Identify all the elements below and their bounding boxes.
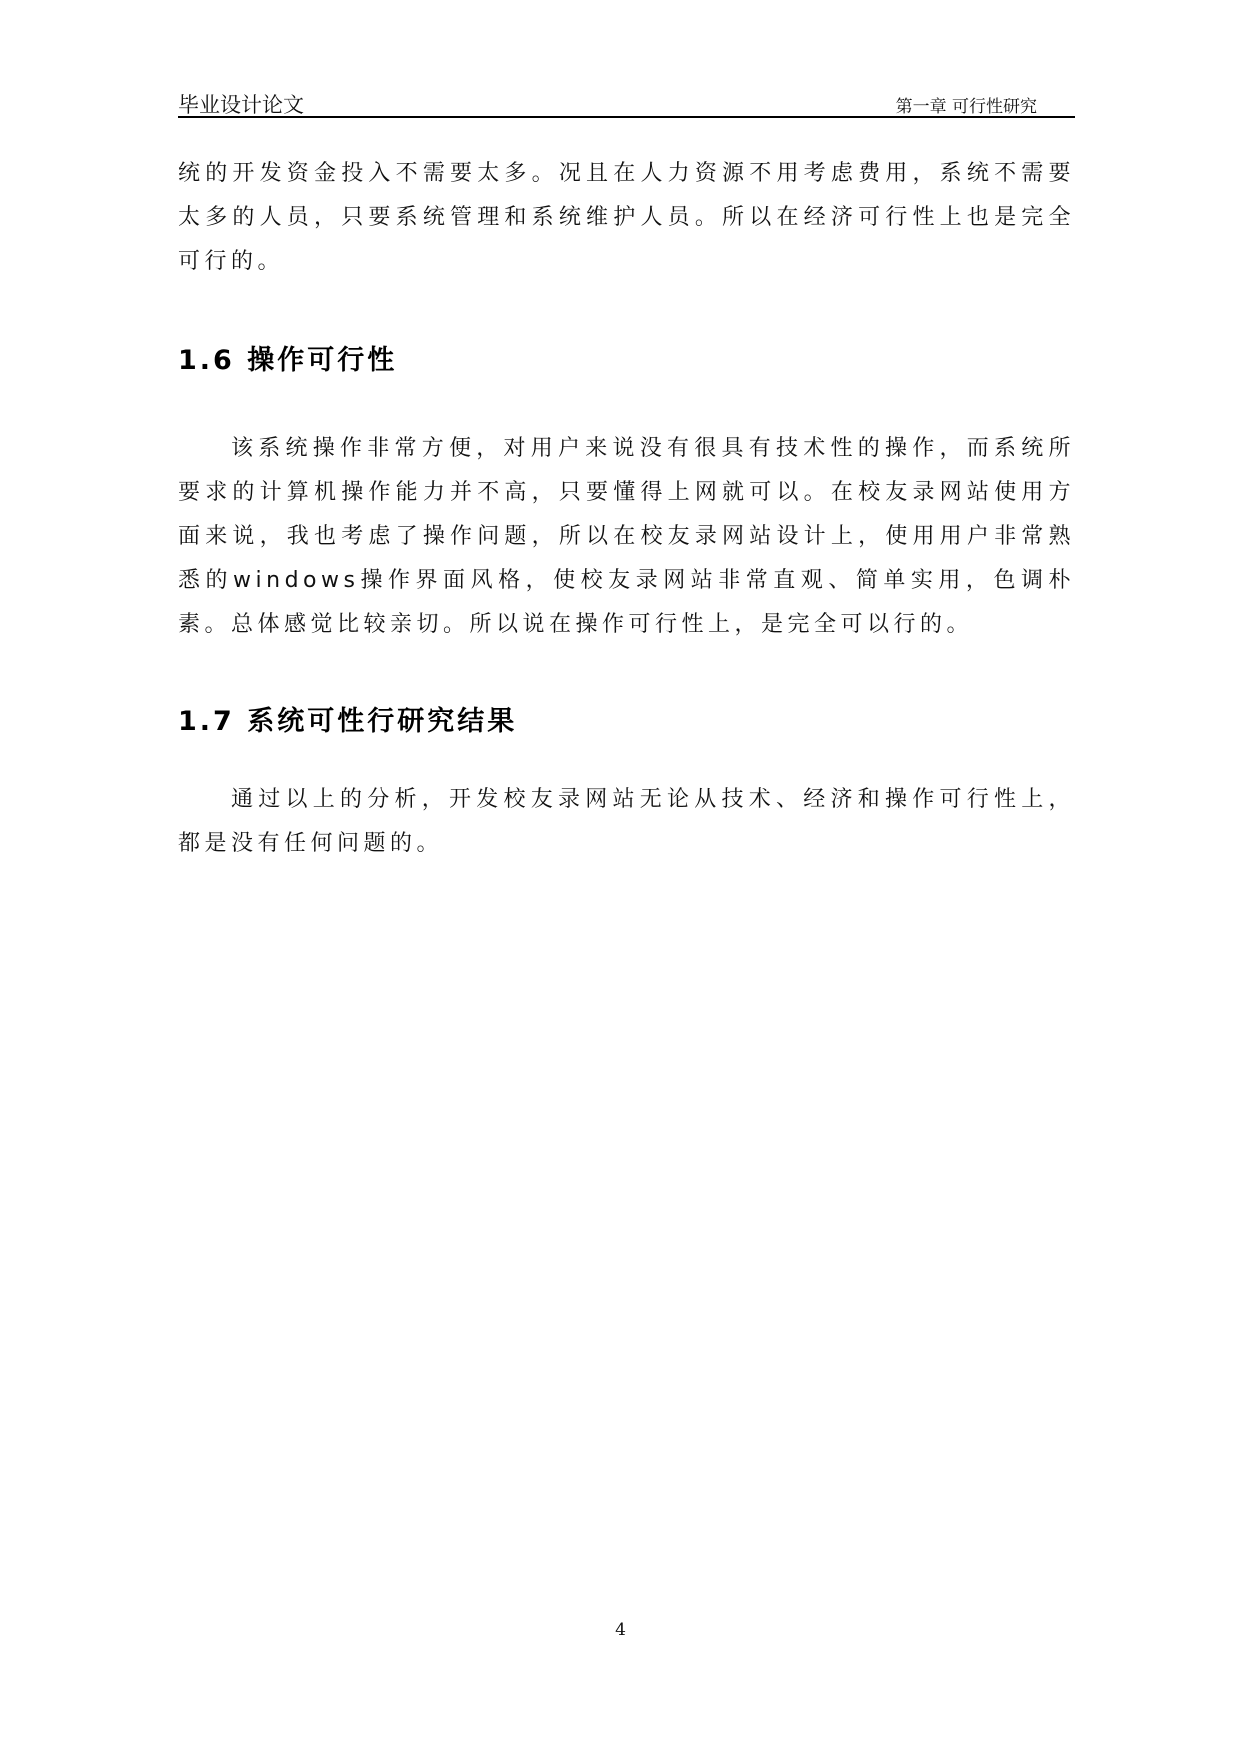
- section-paragraph-study-results: 通过以上的分析，开发校友录网站无论从技术、经济和操作可行性上，都是没有任何问题的。: [178, 787, 1075, 856]
- section-heading-operational-feasibility: 1.6 操作可行性: [178, 345, 398, 376]
- section-heading-study-results: 1.7 系统可性行研究结果: [178, 706, 518, 737]
- page-number: 4: [615, 1620, 626, 1640]
- page-header: [178, 84, 1075, 118]
- section-paragraph-operational-feasibility: 该系统操作非常方便，对用户来说没有很具有技术性的操作，而系统所要求的计算机操作能力并不高，只要懂得上网就可以。在校友录网站使用方面来说，我也考虑了操作问题，所以在校友录网站设计上，使用用户非常熟悉的windows操作界面风格，使校友录网站非常直观、简单实用，色调朴素。总体感觉比较亲切。所以说在操作可行性上，是完全可以行的。: [178, 436, 1075, 637]
- intro-paragraph: 统的开发资金投入不需要太多。况且在人力资源不用考虑费用，系统不需要太多的人员，只要系统管理和系统维护人员。所以在经济可行性上也是完全可行的。: [178, 161, 1075, 274]
- header-chapter-title: 第一章 可行性研究: [895, 97, 1037, 117]
- header-thesis-title: 毕业设计论文: [178, 93, 304, 117]
- page-content: [178, 152, 1075, 866]
